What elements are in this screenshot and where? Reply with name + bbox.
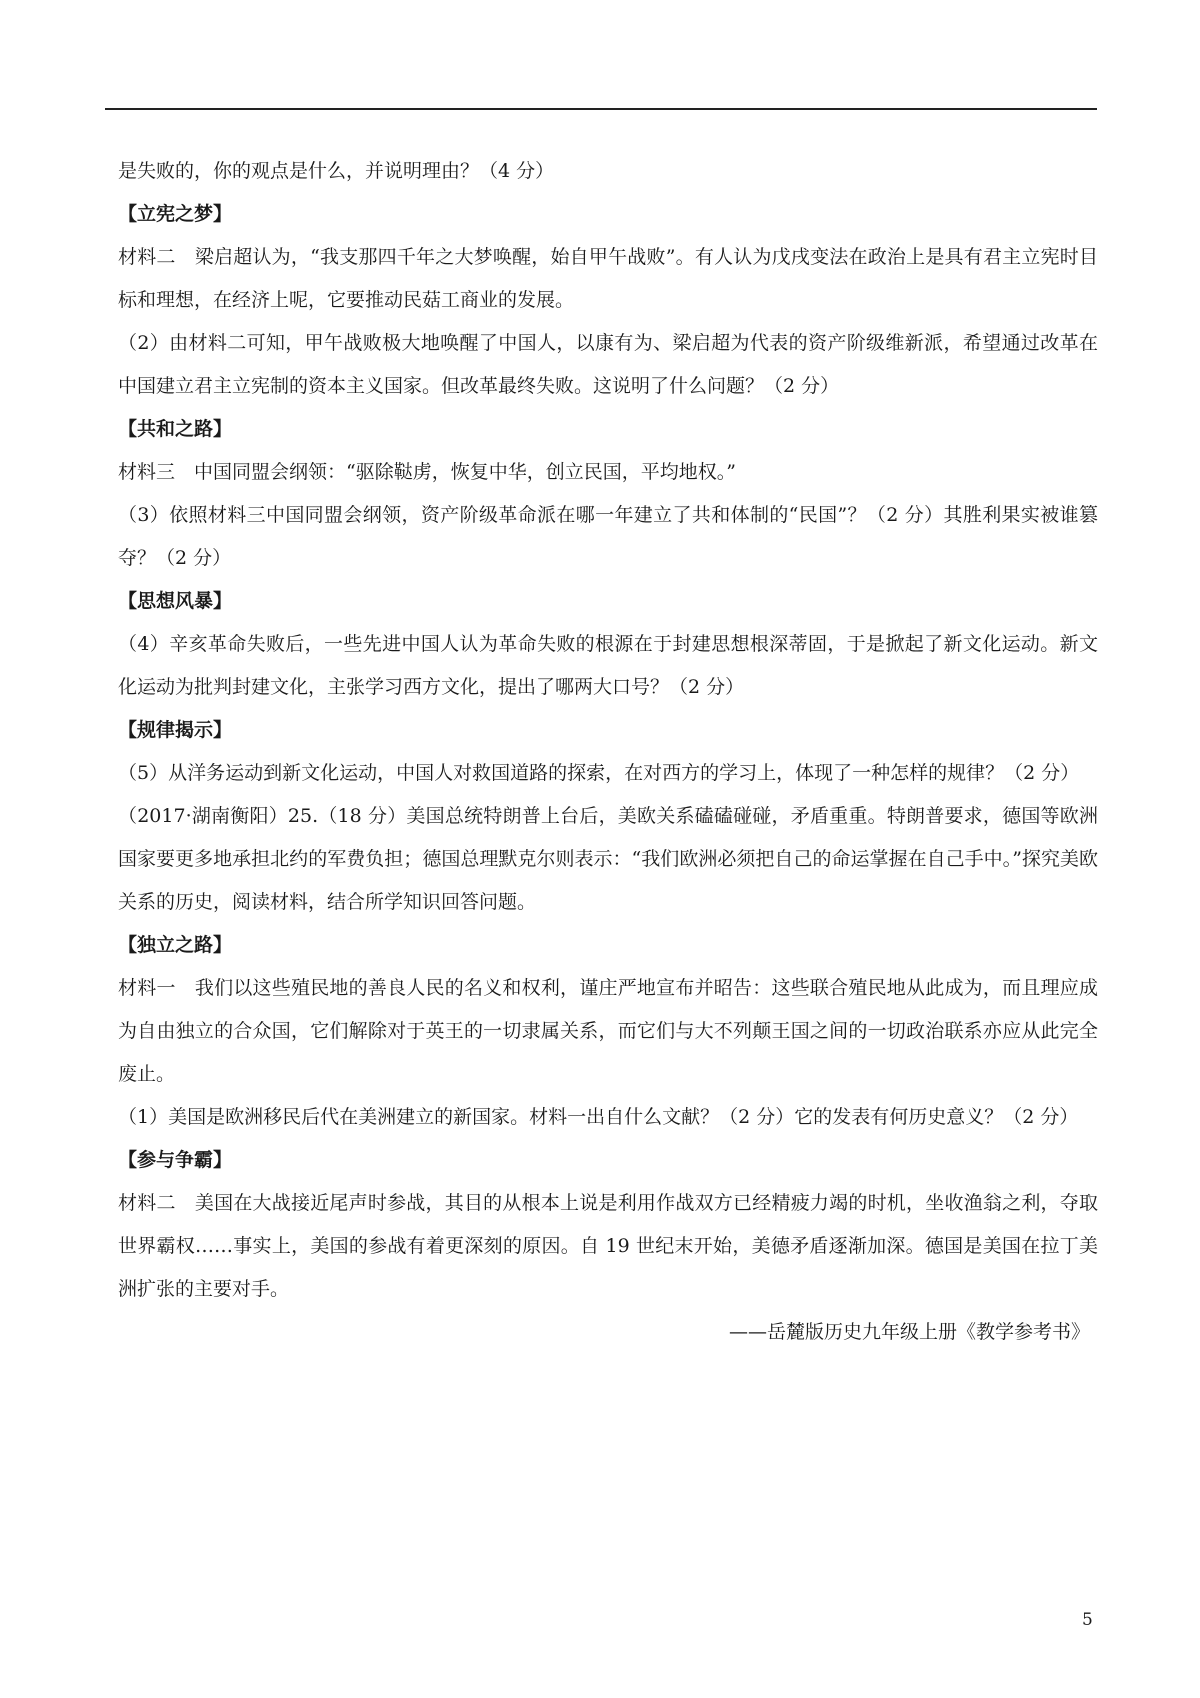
document-body [118, 150, 1098, 1354]
paragraph: 材料三 中国同盟会纲领：“驱除鞑虏，恢复中华，创立民国，平均地权。” [118, 461, 736, 483]
source-citation: ——岳麓版历史九年级上册《教学参考书》 [728, 1321, 1090, 1343]
header-rule [105, 108, 1097, 110]
section-heading: 【共和之路】 [118, 418, 233, 440]
section-heading: 【思想风暴】 [118, 590, 233, 612]
paragraph: 材料二 美国在大战接近尾声时参战，其目的从根本上说是利用作战双方已经精疲力竭的时机，坐收渔翁之利，夺取世界霸权……事实上，美国的参战有着更深刻的原因。自 19 世纪末开始，美德矛盾逐渐加深。德国是美国在拉丁美洲扩张的主要对手。 [118, 1192, 1098, 1300]
section-heading: 【规律揭示】 [118, 719, 233, 741]
paragraph: 材料二 梁启超认为，“我支那四千年之大梦唤醒，始自甲午战败”。有人认为戊戌变法在政治上是具有君主立宪时目标和理想，在经济上呢，它要推动民菇工商业的发展。 [118, 246, 1098, 311]
section-heading: 【独立之路】 [118, 934, 233, 956]
section-heading: 【立宪之梦】 [118, 203, 233, 225]
paragraph: （5）从洋务运动到新文化运动，中国人对救国道路的探索，在对西方的学习上，体现了一种怎样的规律？（2 分） [118, 762, 1080, 784]
paragraph: （1）美国是欧洲移民后代在美洲建立的新国家。材料一出自什么文献？（2 分）它的发表有何历史意义？（2 分） [118, 1106, 1079, 1128]
paragraph: 材料一 我们以这些殖民地的善良人民的名义和权利，谨庄严地宣布并昭告：这些联合殖民地从此成为，而且理应成为自由独立的合众国，它们解除对于英王的一切隶属关系，而它们与大不列颠王国之间的一切政治联系亦应从此完全废止。 [118, 977, 1098, 1085]
page-number: 5 [1082, 1610, 1093, 1630]
paragraph: 是失败的，你的观点是什么，并说明理由？（4 分） [118, 160, 555, 182]
paragraph: （2）由材料二可知，甲午战败极大地唤醒了中国人，以康有为、梁启超为代表的资产阶级维新派，希望通过改革在中国建立君主立宪制的资本主义国家。但改革最终失败。这说明了什么问题？（2 分） [118, 332, 1098, 397]
paragraph: （4）辛亥革命失败后，一些先进中国人认为革命失败的根源在于封建思想根深蒂固，于是掀起了新文化运动。新文化运动为批判封建文化，主张学习西方文化，提出了哪两大口号？（2 分） [118, 633, 1098, 698]
paragraph: （2017·湖南衡阳）25.（18 分）美国总统特朗普上台后，美欧关系磕磕碰碰，矛盾重重。特朗普要求，德国等欧洲国家要更多地承担北约的军费负担；德国总理默克尔则表示：“我们欧洲必须把自己的命运掌握在自己手中。”探究美欧关系的历史，阅读材料，结合所学知识回答问题。 [118, 805, 1098, 913]
paragraph: （3）依照材料三中国同盟会纲领，资产阶级革命派在哪一年建立了共和体制的“民国”？（2 分）其胜利果实被谁篡夺？（2 分） [118, 504, 1098, 569]
section-heading: 【参与争霸】 [118, 1149, 233, 1171]
